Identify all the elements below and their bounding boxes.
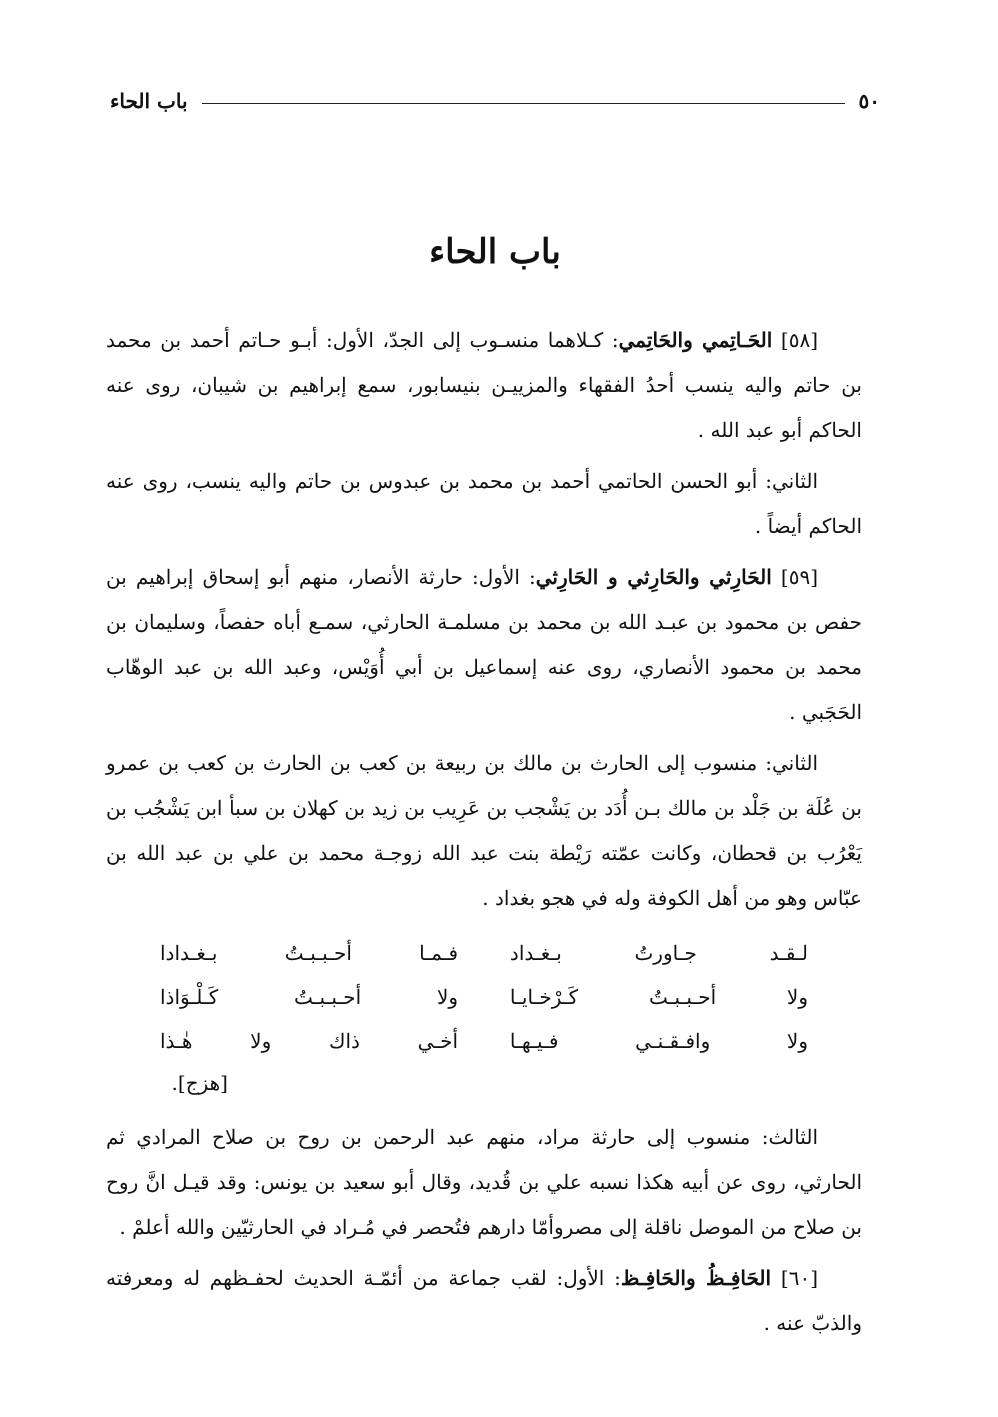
entry-58-second: الثاني: أبو الحسن الحاتمي أحمد بن محمد بن عبدوس بن حاتم واليه ينسب، روى عنه الحاكم أيضاً . xyxy=(106,469,862,538)
entry-58-number: [٥٨] xyxy=(780,328,818,352)
page-body xyxy=(106,318,862,1352)
verse-first-hemistich: لـقـد جـاورتُ بـغـداد xyxy=(509,941,808,965)
entry-58 xyxy=(106,318,862,453)
header-rule xyxy=(202,103,845,104)
entry-59-text: : الأول: حارثة الأنصار، منهم أبو إسحاق إبراهيم بن حفص بن محمود بن عبـد الله بن محمد بن مسلمـة الحارثي، سمـع أباه حفصاً، وسليمان بن محمد بن محمود الأنصاري، روى عنه إسماعيل بن أبي أُوَيْس، وعبد الله بن عبد الوهّاب الحَجَبي . xyxy=(106,565,862,724)
verse-second-hemistich: أخـي ذاك ولا هٰـذا xyxy=(160,1029,459,1053)
entry-60-number: [٦٠] xyxy=(780,1266,818,1290)
verse-first-hemistich: ولا وافـقـنـي فـيـهـا xyxy=(509,1029,808,1053)
poem-verse xyxy=(160,1019,808,1063)
entry-60-headword: الحَافِـظُ والحَافِـظ xyxy=(620,1266,772,1290)
entry-59-third: الثالث: منسوب إلى حارثة مراد، منهم عبد الرحمن بن روح بن صلاح المرادي ثم الحارثي، روى عن أبيه هكذا نسبه علي بن قُديد، وقال أبو سعيد بن يونس: وقد قيـل انَّ روح بن صلاح من الموصل ناقلة إلى مصروأمّا دارهم فتُحصر في مُـراد في الحارثيّين والله أعلمْ . xyxy=(106,1125,862,1239)
entry-58-headword: الحَـاتِمي والحَاتِمي xyxy=(618,328,773,352)
entry-59-headword: الحَارِثي والحَارِثي و الحَارِثي xyxy=(535,565,772,589)
verse-second-hemistich: فـمـا أحـبـبـتُ بـغـدادا xyxy=(160,941,459,965)
poem-verse xyxy=(160,975,808,1019)
verse-first-hemistich: ولا أحـبـبـتُ كَـرْخـايـا xyxy=(509,985,808,1009)
running-head xyxy=(110,86,880,116)
poem-verse xyxy=(160,931,808,975)
entry-59 xyxy=(106,555,862,735)
page-number: ٥٠ xyxy=(858,89,880,113)
entry-58-text: : كـلاهما منسـوب إلى الجدّ، الأول: أبـو حـاتم أحمد بن محمد بن حاتم واليه ينسب أحدُ الفقهاء والمزييـن بنيسابور، سمع إبراهيم بن شيبان، روى عنه الحاكم أبو عبد الله . xyxy=(106,328,862,442)
poem xyxy=(106,931,862,1107)
verse-second-hemistich: ولا أحـبـبـتُ كَـلْـوَاذا xyxy=(160,985,459,1009)
chapter-title: باب الحاء xyxy=(429,232,561,272)
entry-60-text: : الأول: لقب جماعة من أئمّـة الحديث لحفـظهم له ومعرفته والذبّ عنه . xyxy=(106,1266,862,1335)
entry-59-second: الثاني: منسوب إلى الحارث بن مالك بن ربيعة بن كعب بن الحارث بن كعب بن عمرو بن عُلَة بن جَلْد بن مالك بـن أُدَد بن يَشْجب بن عَرِيب بن زيد بن كهلان بن سبأ ابن يَشْجُب بن يَعْرُب بن قحطان، وكانت عمّته رَيْطة بنت عبد الله زوجـة محمد بن علي بن عبد الله بن عبّاس وهو من أهل الكوفة وله في هجو بغداد . xyxy=(106,751,862,910)
poem-meter: [هزج]. xyxy=(171,1071,228,1095)
entry-60 xyxy=(106,1256,862,1346)
entry-59-number: [٥٩] xyxy=(780,565,818,589)
running-section-title: باب الحاء xyxy=(110,89,188,113)
